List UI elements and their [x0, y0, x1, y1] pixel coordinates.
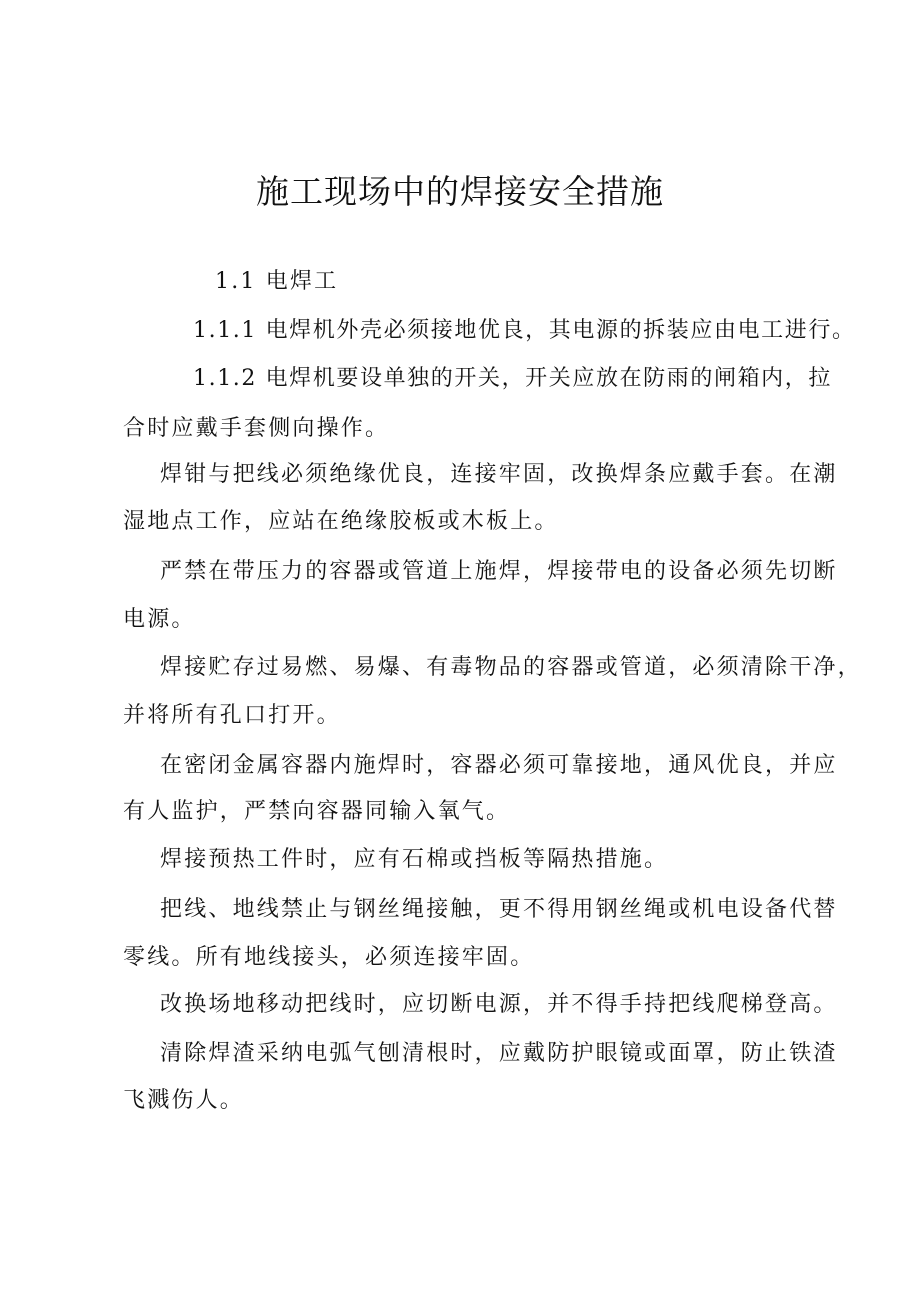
paragraph-line: 1.1.2 电焊机要设单独的开关，开关应放在防雨的闸箱内，拉 — [193, 366, 832, 391]
section-heading: 1.1 电焊工 — [215, 269, 339, 294]
paragraph-line: 在密闭金属容器内施焊时，容器必须可靠接地，通风优良，并应 — [160, 753, 838, 778]
paragraph-line: 把线、地线禁止与钢丝绳接触，更不得用钢丝绳或机电设备代替 — [160, 897, 838, 922]
paragraph-line: 焊接预热工件时，应有石棉或挡板等隔热措施。 — [160, 847, 669, 872]
paragraph-line: 改换场地移动把线时，应切断电源，并不得手持把线爬梯登高。 — [160, 992, 838, 1017]
paragraph-line: 合时应戴手套侧向操作。 — [123, 416, 390, 441]
paragraph-line: 焊钳与把线必须绝缘优良，连接牢固，改换焊条应戴手套。在潮 — [160, 462, 838, 487]
paragraph-line: 飞溅伤人。 — [123, 1088, 245, 1113]
paragraph-line: 湿地点工作，应站在绝缘胶板或木板上。 — [123, 509, 559, 534]
paragraph-line: 严禁在带压力的容器或管道上施焊，焊接带电的设备必须先切断 — [160, 559, 838, 584]
paragraph-line: 有人监护，严禁向容器同输入氧气。 — [123, 799, 511, 824]
paragraph-line: 并将所有孔口打开。 — [123, 703, 341, 728]
paragraph-line: 清除焊渣采纳电弧气刨清根时，应戴防护眼镜或面罩，防止铁渣 — [160, 1041, 838, 1066]
paragraph-line: 电源。 — [123, 607, 196, 632]
paragraph-line: 零线。所有地线接头，必须连接牢固。 — [123, 945, 535, 970]
paragraph-line: 焊接贮存过易燃、易爆、有毒物品的容器或管道，必须清除干净， — [160, 655, 862, 680]
paragraph-line: 1.1.1 电焊机外壳必须接地优良，其电源的拆装应由电工进行。 — [193, 318, 856, 343]
document-title: 施工现场中的焊接安全措施 — [256, 172, 664, 211]
